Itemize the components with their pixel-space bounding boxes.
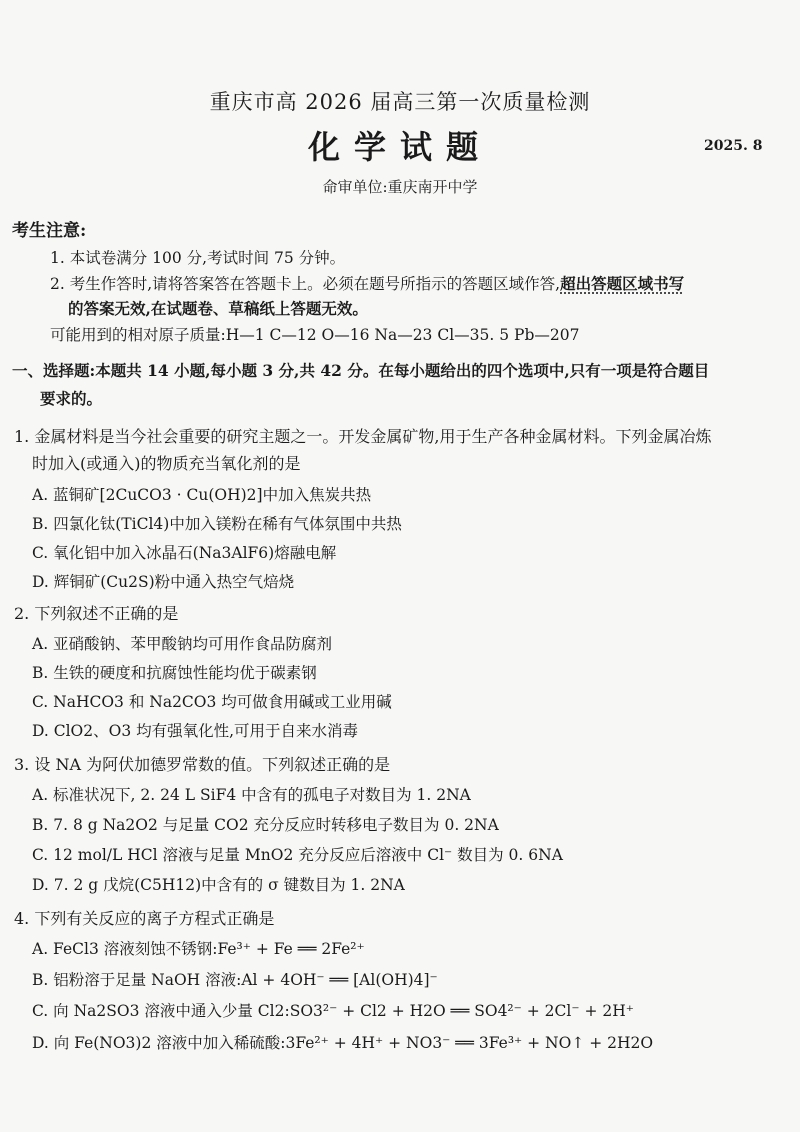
subject-title: 化学试题: [307, 128, 492, 166]
notice-item-2-b: 超出答题区域书写: [560, 274, 685, 293]
exam-date: 2025. 8: [704, 138, 763, 154]
q1-option-b: B. 四氯化钛(TiCl4)中加入镁粉在稀有气体氛围中共热: [32, 515, 402, 533]
section-1-line-2: 要求的。: [40, 389, 103, 408]
notice-item-1: 1. 本试卷满分 100 分,考试时间 75 分钟。: [50, 249, 346, 267]
exam-title: 重庆市高 2026 届高三第一次质量检测: [209, 90, 591, 114]
notice-heading: 考生注意:: [12, 221, 87, 241]
q3-option-c: C. 12 mol/L HCl 溶液与足量 MnO2 充分反应后溶液中 Cl⁻ 数目为 0. 6NA: [32, 846, 563, 864]
q1-stem-1: 1. 金属材料是当今社会重要的研究主题之一。开发金属矿物,用于生产各种金属材料。下列金属冶炼: [14, 427, 712, 446]
q4-option-a: A. FeCl3 溶液刻蚀不锈钢:Fe³⁺ + Fe ══ 2Fe²⁺: [32, 940, 365, 958]
q2-option-a: A. 亚硝酸钠、苯甲酸钠均可用作食品防腐剂: [32, 635, 333, 653]
q3-option-d: D. 7. 2 g 戊烷(C5H12)中含有的 σ 键数目为 1. 2NA: [32, 876, 405, 894]
q2-option-d: D. ClO2、O3 均有强氧化性,可用于自来水消毒: [32, 722, 359, 740]
q1-option-a: A. 蓝铜矿[2CuCO3 · Cu(OH)2]中加入焦炭共热: [32, 486, 372, 504]
q4-stem: 4. 下列有关反应的离子方程式正确是: [14, 909, 275, 928]
q2-option-c: C. NaHCO3 和 Na2CO3 均可做食用碱或工业用碱: [32, 693, 392, 711]
exam-maker: 命审单位:重庆南开中学: [322, 178, 478, 196]
q3-option-b: B. 7. 8 g Na2O2 与足量 CO2 充分反应时转移电子数目为 0. 2NA: [32, 816, 499, 834]
q3-option-a: A. 标准状况下, 2. 24 L SiF4 中含有的孤电子对数目为 1. 2NA: [32, 786, 471, 804]
section-1-line-1: 一、选择题:本题共 14 小题,每小题 3 分,共 42 分。在每小题给出的四个选项中,只有一项是符合题目: [12, 361, 710, 380]
notice-item-2: [50, 272, 684, 294]
q3-stem: 3. 设 NA 为阿伏加德罗常数的值。下列叙述正确的是: [14, 755, 391, 774]
notice-item-2-c: 的答案无效,在试题卷、草稿纸上答题无效。: [68, 299, 368, 318]
q4-option-b: B. 铝粉溶于足量 NaOH 溶液:Al + 4OH⁻ ══ [Al(OH)4]⁻: [32, 971, 438, 989]
atomic-masses: 可能用到的相对原子质量:H—1 C—12 O—16 Na—23 Cl—35. 5 Pb—207: [50, 326, 580, 344]
q2-stem: 2. 下列叙述不正确的是: [14, 604, 179, 623]
q2-option-b: B. 生铁的硬度和抗腐蚀性能均优于碳素钢: [32, 664, 317, 682]
notice-item-2-a: 2. 考生作答时,请将答案答在答题卡上。必须在题号所指示的答题区域作答,: [50, 275, 561, 293]
q4-option-d: D. 向 Fe(NO3)2 溶液中加入稀硫酸:3Fe²⁺ + 4H⁺ + NO3⁻ ══ 3Fe³⁺ + NO↑ + 2H2O: [32, 1034, 654, 1052]
q4-option-c: C. 向 Na2SO3 溶液中通入少量 Cl2:SO3²⁻ + Cl2 + H2O ══ SO4²⁻ + 2Cl⁻ + 2H⁺: [32, 1002, 634, 1020]
q1-stem-2: 时加入(或通入)的物质充当氧化剂的是: [32, 454, 301, 473]
q1-option-d: D. 辉铜矿(Cu2S)粉中通入热空气焙烧: [32, 573, 295, 591]
q1-option-c: C. 氧化铝中加入冰晶石(Na3AlF6)熔融电解: [32, 544, 337, 562]
